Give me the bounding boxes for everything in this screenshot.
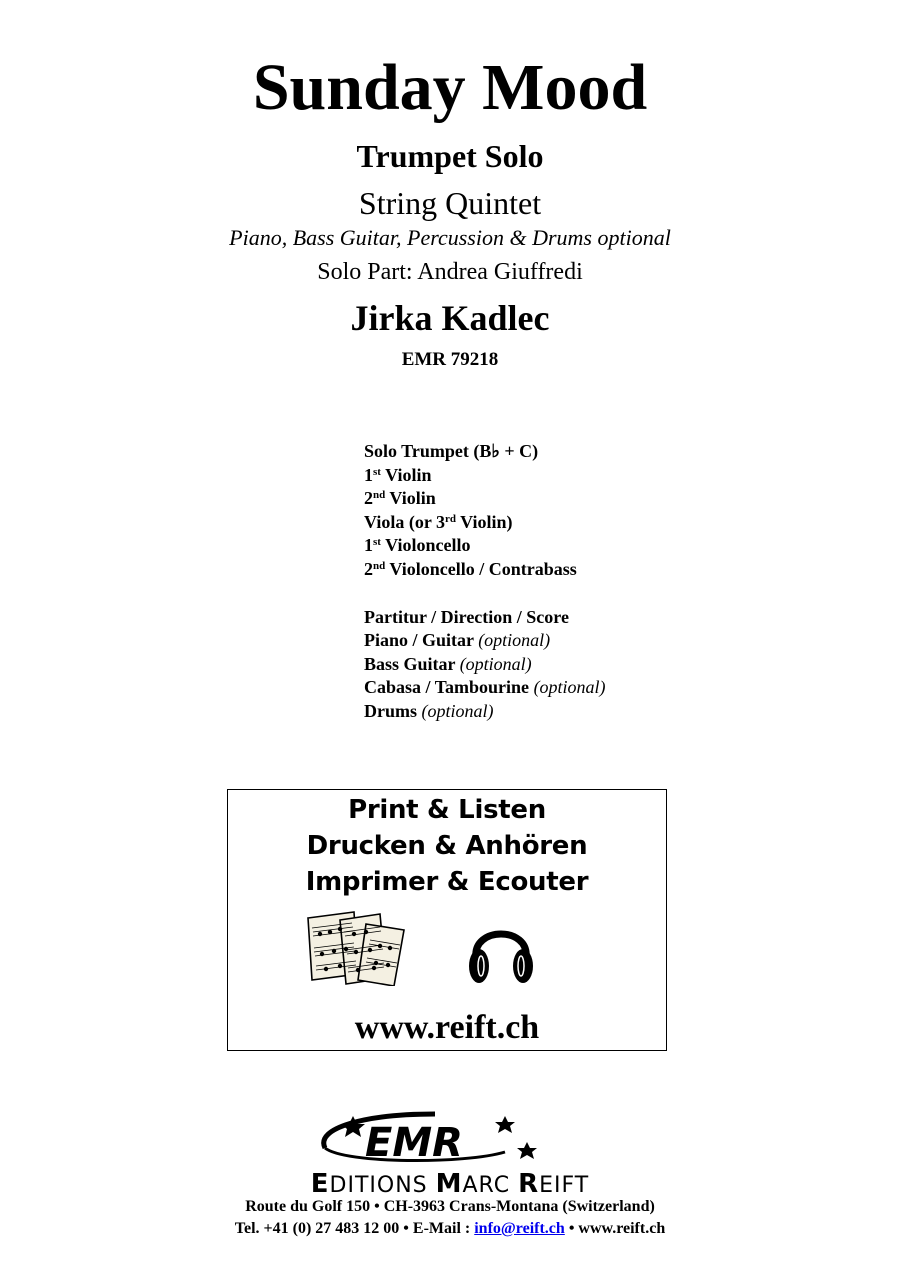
optional-tag: (optional) <box>478 630 551 650</box>
subtitle: Trumpet Solo <box>356 138 544 174</box>
part-cello-2 <box>364 558 606 582</box>
ordinal-suffix: st <box>373 465 381 478</box>
extra-label: Piano / Guitar <box>364 630 474 650</box>
contact-website: • www.reift.ch <box>564 1220 666 1237</box>
part-cello-1 <box>364 534 606 558</box>
brand-text: ARC <box>462 1173 519 1198</box>
brand-text: DITIONS <box>329 1173 436 1198</box>
extra-cabasa <box>364 676 606 700</box>
promo-line-fr: Imprimer & Ecouter <box>305 867 589 897</box>
part-label: Violoncello / Contrabass <box>385 558 577 579</box>
brand-text: EIFT <box>539 1173 590 1198</box>
part-viola <box>364 511 606 535</box>
part-label: Violoncello <box>380 535 471 555</box>
optional-tag: (optional) <box>533 677 606 697</box>
publisher-contact <box>0 1219 900 1239</box>
extra-piano-guitar <box>364 629 606 653</box>
part-label: Violin <box>385 488 436 508</box>
optional-tag: (optional) <box>459 653 532 674</box>
ordinal-suffix: st <box>373 536 381 548</box>
catalog-number: EMR 79218 <box>401 349 499 370</box>
ordinal-suffix: nd <box>373 559 386 572</box>
print-listen-box <box>227 789 667 1051</box>
brand-initial: R <box>518 1169 540 1199</box>
part-label: Violin <box>380 464 432 485</box>
extra-label: Cabasa / Tambourine <box>364 677 530 697</box>
ordinal-number: 2 <box>364 488 373 508</box>
emr-logo <box>305 1108 545 1168</box>
brand-initial: E <box>310 1169 330 1199</box>
ordinal-number: 2 <box>364 558 373 579</box>
ordinal-number: 1 <box>364 464 373 485</box>
optional-instruments-line: Piano, Bass Guitar, Percussion & Drums optional <box>229 225 671 250</box>
extra-drums <box>364 700 606 724</box>
promo-line-en: Print & Listen <box>348 795 546 825</box>
part-solo-trumpet: Solo Trumpet (B♭ + C) <box>364 441 539 461</box>
contact-phone: Tel. +41 (0) 27 483 12 00 • E-Mail : <box>234 1220 475 1237</box>
email-link[interactable]: info@reift.ch <box>474 1220 565 1237</box>
logo-text: EMR <box>365 1120 463 1166</box>
promo-line-de: Drucken & Anhören <box>306 831 588 861</box>
solo-part-credit: Solo Part: Andrea Giuffredi <box>317 259 583 285</box>
part-violin-2 <box>364 487 606 511</box>
sheet-music-icon <box>300 908 412 986</box>
composer-name: Jirka Kadlec <box>350 298 550 338</box>
ordinal-suffix: nd <box>373 489 386 501</box>
publisher-address: Route du Golf 150 • CH-3963 Crans-Montana (Switzerland) <box>245 1198 655 1215</box>
brand-initial: M <box>435 1169 463 1199</box>
parts-list <box>364 440 606 723</box>
extra-label: Partitur / Direction / Score <box>364 606 569 627</box>
ordinal-number: 1 <box>364 535 373 555</box>
headphones-icon <box>466 912 536 988</box>
spacer <box>364 581 606 606</box>
ensemble: String Quintet <box>358 185 542 221</box>
publisher-name <box>0 1170 900 1200</box>
extra-score <box>364 606 606 630</box>
part-label: Violin) <box>456 511 513 532</box>
part-violin-1 <box>364 464 606 488</box>
extra-bass-guitar <box>364 653 606 677</box>
extra-label: Drums <box>364 700 417 721</box>
ordinal-suffix: rd <box>445 512 456 525</box>
part-label: Viola (or 3 <box>364 511 445 532</box>
optional-tag: (optional) <box>421 700 494 721</box>
promo-url[interactable]: www.reift.ch <box>354 1009 540 1046</box>
extra-label: Bass Guitar <box>364 653 456 674</box>
page-title: Sunday Mood <box>252 51 648 124</box>
